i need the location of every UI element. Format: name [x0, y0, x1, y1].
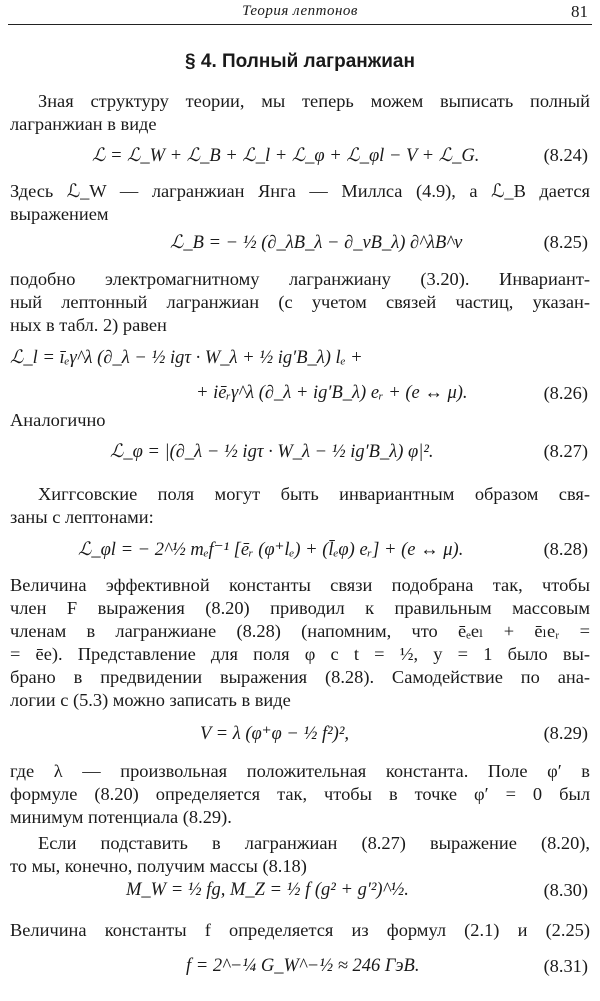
equation-8-30: M_W = ½ fg, M_Z = ½ f (g² + g′²)^½.	[126, 880, 409, 900]
paragraph-line: Аналогично	[10, 410, 106, 430]
paragraph-line: ных в табл. 2) равен	[10, 315, 167, 335]
paragraph-line: = ēe). Представление для поля φ с t = ½, y = 1 было вы-	[10, 644, 590, 664]
paragraph-line: подобно электромагнитному лагранжиану (3.20). Инвариант-	[10, 269, 590, 289]
equation-8-27: ℒ_φ = |(∂_λ − ½ igτ · W_λ − ½ ig′B_λ) φ|².	[110, 442, 434, 462]
equation-number: (8.30)	[543, 880, 588, 900]
page-number: 81	[571, 2, 588, 21]
equation-number: (8.26)	[543, 383, 588, 403]
equation-8-25: ℒ_B = − ½ (∂_λB_λ − ∂_νB_λ) ∂^λB^ν	[170, 233, 463, 253]
equation-number: (8.25)	[543, 232, 588, 252]
paragraph-line: ный лептонный лагранжиан (с учетом связей частиц, указан-	[10, 292, 590, 312]
paragraph-line: Хиггсовские поля могут быть инвариантным образом свя-	[38, 484, 590, 504]
paragraph-line: Зная структуру теории, мы теперь можем выписать полный	[38, 91, 590, 111]
header-rule	[8, 24, 592, 25]
paragraph-line: член F выражения (8.20) приводил к правильным массовым	[10, 598, 590, 618]
paragraph-line: минимум потенциала (8.29).	[10, 807, 232, 827]
paragraph-line: Величина константы f определяется из формул (2.1) и (2.25)	[10, 920, 590, 940]
running-title: Теория лептонов	[242, 3, 358, 19]
paragraph-line: логии с (5.3) можно записать в виде	[10, 690, 291, 710]
equation-8-29: V = λ (φ⁺φ − ½ f²)²,	[200, 724, 349, 744]
section-title: § 4. Полный лагранжиан	[185, 51, 415, 72]
paragraph-line: где λ — произвольная положительная константа. Поле φ′ в	[10, 761, 590, 781]
paragraph-line: заны с лептонами:	[10, 507, 154, 527]
paragraph-line: Если подставить в лагранжиан (8.27) выражение (8.20),	[38, 833, 590, 853]
equation-number: (8.27)	[543, 441, 588, 461]
equation-number: (8.29)	[543, 723, 588, 743]
equation-number: (8.31)	[543, 956, 588, 976]
equation-8-31: f = 2^−¼ G_W^−½ ≈ 246 ГэВ.	[186, 956, 420, 976]
paragraph-line: лагранжиан в виде	[10, 114, 157, 134]
equation-8-26-line-1: ℒ_l = īₑγ^λ (∂_λ − ½ igτ · W_λ + ½ ig′B_λ) lₑ +	[10, 348, 363, 368]
paragraph-line: Здесь ℒ_W — лагранжиан Янга — Миллса (4.9), а ℒ_B дается	[10, 181, 590, 201]
paragraph-line: формуле (8.20) определяется так, чтобы в точке φ′ = 0 был	[10, 784, 590, 804]
equation-number: (8.24)	[543, 145, 588, 165]
paragraph-line: брано в предвидении выражения (8.28). Самодействие по ана-	[10, 667, 590, 687]
equation-number: (8.28)	[543, 539, 588, 559]
equation-8-24: ℒ = ℒ_W + ℒ_B + ℒ_l + ℒ_φ + ℒ_φl − V + ℒ_G.	[92, 146, 480, 166]
equation-8-26-line-2: + iēᵣγ^λ (∂_λ + ig′B_λ) eᵣ + (e ↔ μ).	[196, 383, 468, 403]
equation-8-28: ℒ_φl = − 2^½ mₑf⁻¹ [ēᵣ (φ⁺lₑ) + (l̄ₑφ) eᵣ] + (e ↔ μ).	[78, 540, 464, 560]
paragraph-line: то мы, конечно, получим массы (8.18)	[10, 856, 307, 876]
paragraph-line: выражением	[10, 204, 109, 224]
paragraph-line: членам в лагранжиане (8.28) (напомним, что ēₑeₗ + ēₗeᵣ =	[10, 621, 590, 641]
paragraph-line: Величина эффективной константы связи подобрана так, чтобы	[10, 575, 590, 595]
